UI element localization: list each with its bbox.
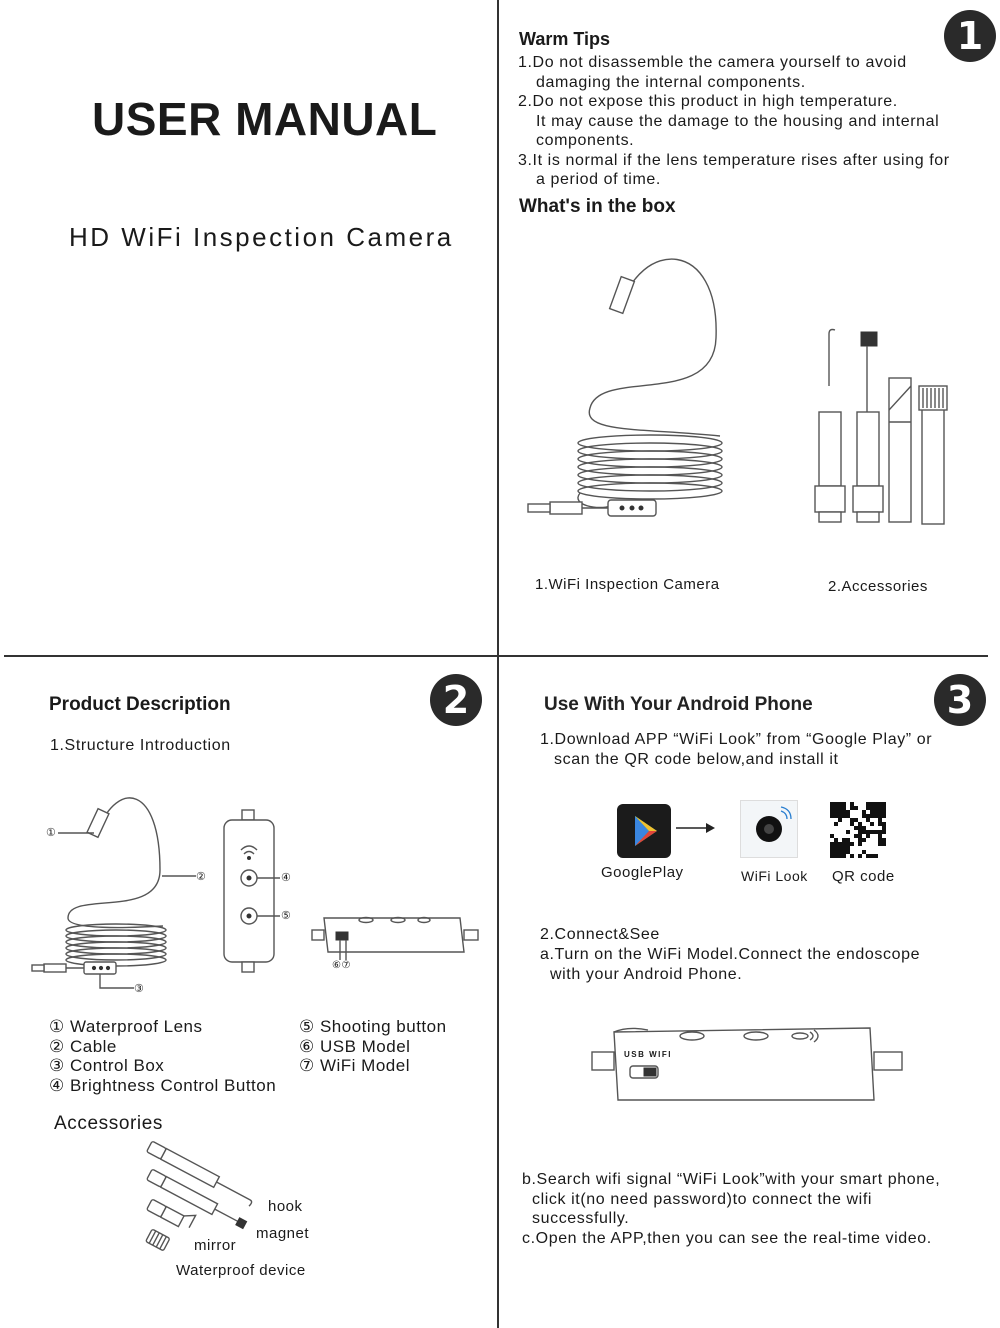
callout-2: ②: [196, 871, 207, 883]
part-cable: ② Cable: [49, 1036, 117, 1056]
control-box-front: [218, 808, 298, 974]
warm-tips-heading: Warm Tips: [519, 29, 611, 49]
structure-cable-diagram: [28, 790, 218, 1000]
section-badge-3: 3: [934, 674, 986, 726]
product-subtitle: HD WiFi Inspection Camera: [69, 222, 454, 252]
part-control-box: ③ Control Box: [49, 1056, 165, 1075]
tip-2: 2.Do not expose this product in high temperature. It may cause the damage to the housing and internal components.: [518, 93, 940, 149]
callout-5: ⑤: [281, 910, 292, 922]
qr-code: [830, 802, 886, 858]
arrow-icon: [676, 822, 716, 834]
mirror-label: mirror: [194, 1237, 237, 1254]
magnet-label: magnet: [256, 1225, 310, 1242]
section-badge-1: 1: [944, 10, 996, 62]
parts-list-left: [49, 1017, 276, 1095]
qr-module: [882, 854, 886, 858]
control-box-side: [310, 912, 482, 962]
camera-caption: 1.WiFi Inspection Camera: [535, 576, 720, 593]
section-badge-2: 2: [430, 674, 482, 726]
accessories-illustration: [805, 326, 955, 531]
accessories-heading: Accessories: [54, 1113, 164, 1134]
part-shooting-button: ⑤ Shooting button: [299, 1017, 447, 1036]
wifi-device-illustration: [588, 1022, 908, 1108]
device-label: USB WIFI: [624, 1050, 672, 1059]
waterproof-label: Waterproof device: [176, 1262, 306, 1279]
part-waterproof-lens: ① Waterproof Lens: [49, 1017, 203, 1036]
vertical-divider: [497, 0, 499, 1328]
google-play-icon: [617, 804, 671, 858]
tip-3: 3.It is normal if the lens temperature rises after using for a period of time.: [518, 151, 950, 188]
parts-list-right: [299, 1017, 447, 1076]
accessories-caption: 2.Accessories: [828, 578, 928, 595]
part-brightness-button: ④ Brightness Control Button: [49, 1075, 277, 1095]
step2-heading: 2.Connect&See: [540, 926, 660, 943]
callout-1: ①: [46, 827, 57, 839]
box-heading: What's in the box: [519, 196, 676, 217]
android-heading: Use With Your Android Phone: [544, 694, 813, 715]
horizontal-divider: [4, 655, 988, 657]
step2b-text: b.Search wifi signal “WiFi Look”with your smart phone, click it(no need password)to connect the wifi successfully. c.Open the APP,then you can see the real-time video.: [522, 1171, 941, 1247]
step2a-text: a.Turn on the WiFi Model.Connect the endoscope with your Android Phone.: [540, 946, 921, 983]
google-play-label: GooglePlay: [601, 864, 684, 881]
product-description-heading: Product Description: [49, 694, 231, 715]
step1-text: 1.Download APP “WiFi Look” from “Google Play” or scan the QR code below,and install it: [540, 731, 933, 768]
accessories-diagram: [140, 1140, 270, 1280]
wifi-look-label: WiFi Look: [741, 868, 808, 884]
qr-code-label: QR code: [832, 868, 895, 885]
callout-3: ③: [134, 983, 145, 995]
callout-4: ④: [281, 872, 292, 884]
manual-title: USER MANUAL: [92, 93, 438, 145]
tip-1: 1.Do not disassemble the camera yourself to avoid damaging the internal components.: [518, 54, 907, 91]
hook-label: hook: [268, 1198, 303, 1215]
part-usb-model: ⑥ USB Model: [299, 1036, 411, 1056]
warm-tips-list: [518, 53, 988, 190]
callout-6-7: ⑥⑦: [332, 960, 351, 971]
structure-heading: 1.Structure Introduction: [50, 737, 231, 754]
camera-illustration: [520, 248, 740, 528]
wifi-look-app-icon: [740, 800, 798, 858]
part-wifi-model: ⑦ WiFi Model: [299, 1056, 410, 1075]
